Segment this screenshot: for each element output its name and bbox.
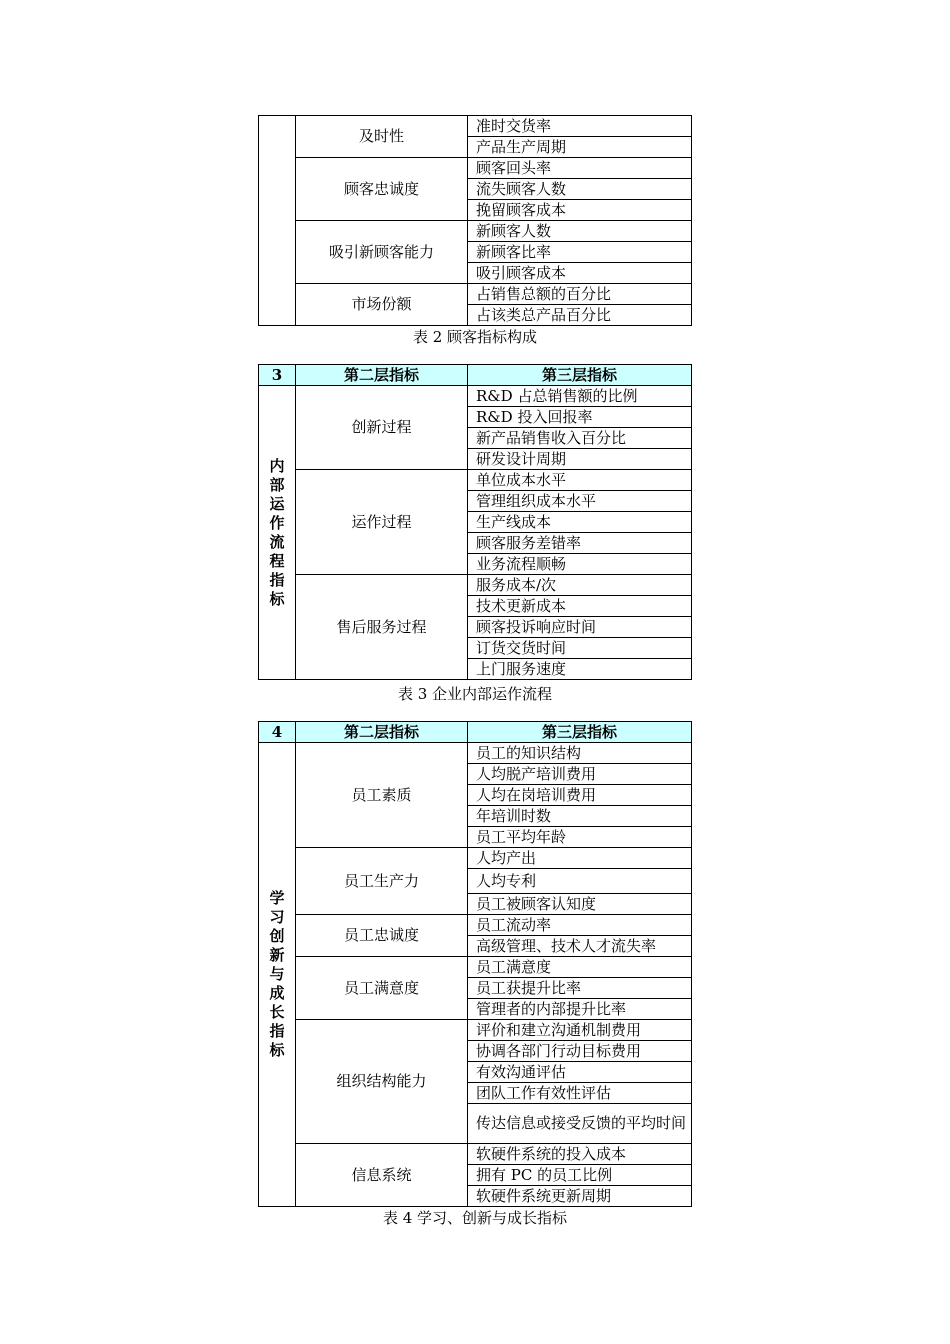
- level3-cell: 顾客投诉响应时间: [468, 617, 692, 638]
- level3-cell: 上门服务速度: [468, 659, 692, 680]
- table-2: [258, 115, 692, 326]
- level3-cell: 年培训时数: [468, 806, 692, 827]
- level3-cell: 团队工作有效性评估: [468, 1083, 692, 1104]
- level3-cell: 员工满意度: [468, 957, 692, 978]
- table-2-caption: 表 2 顾客指标构成: [412, 328, 538, 346]
- category-cell: [259, 386, 296, 680]
- category-cell: [259, 743, 296, 1207]
- level2-cell: 运作过程: [296, 470, 468, 575]
- level2-cell: 员工满意度: [296, 957, 468, 1020]
- level3-cell: 占销售总额的百分比: [468, 284, 692, 305]
- level3-cell: 技术更新成本: [468, 596, 692, 617]
- level3-cell: 流失顾客人数: [468, 179, 692, 200]
- level3-cell: 员工获提升比率: [468, 978, 692, 999]
- level3-cell: 协调各部门行动目标费用: [468, 1041, 692, 1062]
- level3-cell: 准时交货率: [468, 116, 692, 137]
- level2-cell: 市场份额: [296, 284, 468, 326]
- level3-cell: 新顾客比率: [468, 242, 692, 263]
- level3-cell: 人均在岗培训费用: [468, 785, 692, 806]
- level3-cell: 新顾客人数: [468, 221, 692, 242]
- level3-cell: 软硬件系统更新周期: [468, 1186, 692, 1207]
- level3-cell: 人均脱产培训费用: [468, 764, 692, 785]
- level3-cell: 传达信息或接受反馈的平均时间: [468, 1104, 692, 1144]
- level3-cell: 顾客回头率: [468, 158, 692, 179]
- level2-cell: 创新过程: [296, 386, 468, 470]
- header-number: 3: [259, 365, 296, 386]
- header-level2: 第二层指标: [296, 722, 468, 743]
- level3-cell: 管理组织成本水平: [468, 491, 692, 512]
- level3-cell: 新产品销售收入百分比: [468, 428, 692, 449]
- level3-cell: 顾客服务差错率: [468, 533, 692, 554]
- table-4: [258, 721, 692, 1207]
- level2-cell: 信息系统: [296, 1144, 468, 1207]
- level2-cell: 顾客忠诚度: [296, 158, 468, 221]
- level2-cell: 吸引新顾客能力: [296, 221, 468, 284]
- category-label: 内部运作流程指标: [269, 456, 285, 608]
- level3-cell: 服务成本/次: [468, 575, 692, 596]
- level3-cell: 挽留顾客成本: [468, 200, 692, 221]
- level3-cell: 员工流动率: [468, 915, 692, 936]
- table-4-caption: 表 4 学习、创新与成长指标: [382, 1209, 568, 1227]
- level3-cell: 研发设计周期: [468, 449, 692, 470]
- level3-cell: R&D 投入回报率: [468, 407, 692, 428]
- level3-cell: 产品生产周期: [468, 137, 692, 158]
- level3-cell: 员工的知识结构: [468, 743, 692, 764]
- level3-cell: 订货交货时间: [468, 638, 692, 659]
- level3-cell: 软硬件系统的投入成本: [468, 1144, 692, 1165]
- level3-cell: 生产线成本: [468, 512, 692, 533]
- level3-cell: 管理者的内部提升比率: [468, 999, 692, 1020]
- level3-cell: 人均专利: [468, 869, 692, 894]
- level3-cell: 拥有 PC 的员工比例: [468, 1165, 692, 1186]
- header-level3: 第三层指标: [468, 365, 692, 386]
- level2-cell: 员工生产力: [296, 848, 468, 915]
- level3-cell: 人均产出: [468, 848, 692, 869]
- table-3: [258, 364, 692, 680]
- level3-cell: 占该类总产品百分比: [468, 305, 692, 326]
- header-level2: 第二层指标: [296, 365, 468, 386]
- level3-cell: 高级管理、技术人才流失率: [468, 936, 692, 957]
- header-level3: 第三层指标: [468, 722, 692, 743]
- level2-cell: 及时性: [296, 116, 468, 158]
- table-3-caption: 表 3 企业内部运作流程: [397, 685, 553, 703]
- level3-cell: 有效沟通评估: [468, 1062, 692, 1083]
- level3-cell: 单位成本水平: [468, 470, 692, 491]
- category-label: 学习创新与成长指标: [269, 889, 285, 1059]
- level2-cell: 员工忠诚度: [296, 915, 468, 957]
- level2-cell: 组织结构能力: [296, 1020, 468, 1144]
- level3-cell: 员工平均年龄: [468, 827, 692, 848]
- level2-cell: 员工素质: [296, 743, 468, 848]
- category-cell: [259, 116, 296, 326]
- level2-cell: 售后服务过程: [296, 575, 468, 680]
- level3-cell: 吸引顾客成本: [468, 263, 692, 284]
- level3-cell: 评价和建立沟通机制费用: [468, 1020, 692, 1041]
- level3-cell: R&D 占总销售额的比例: [468, 386, 692, 407]
- level3-cell: 业务流程顺畅: [468, 554, 692, 575]
- header-number: 4: [259, 722, 296, 743]
- level3-cell: 员工被顾客认知度: [468, 894, 692, 915]
